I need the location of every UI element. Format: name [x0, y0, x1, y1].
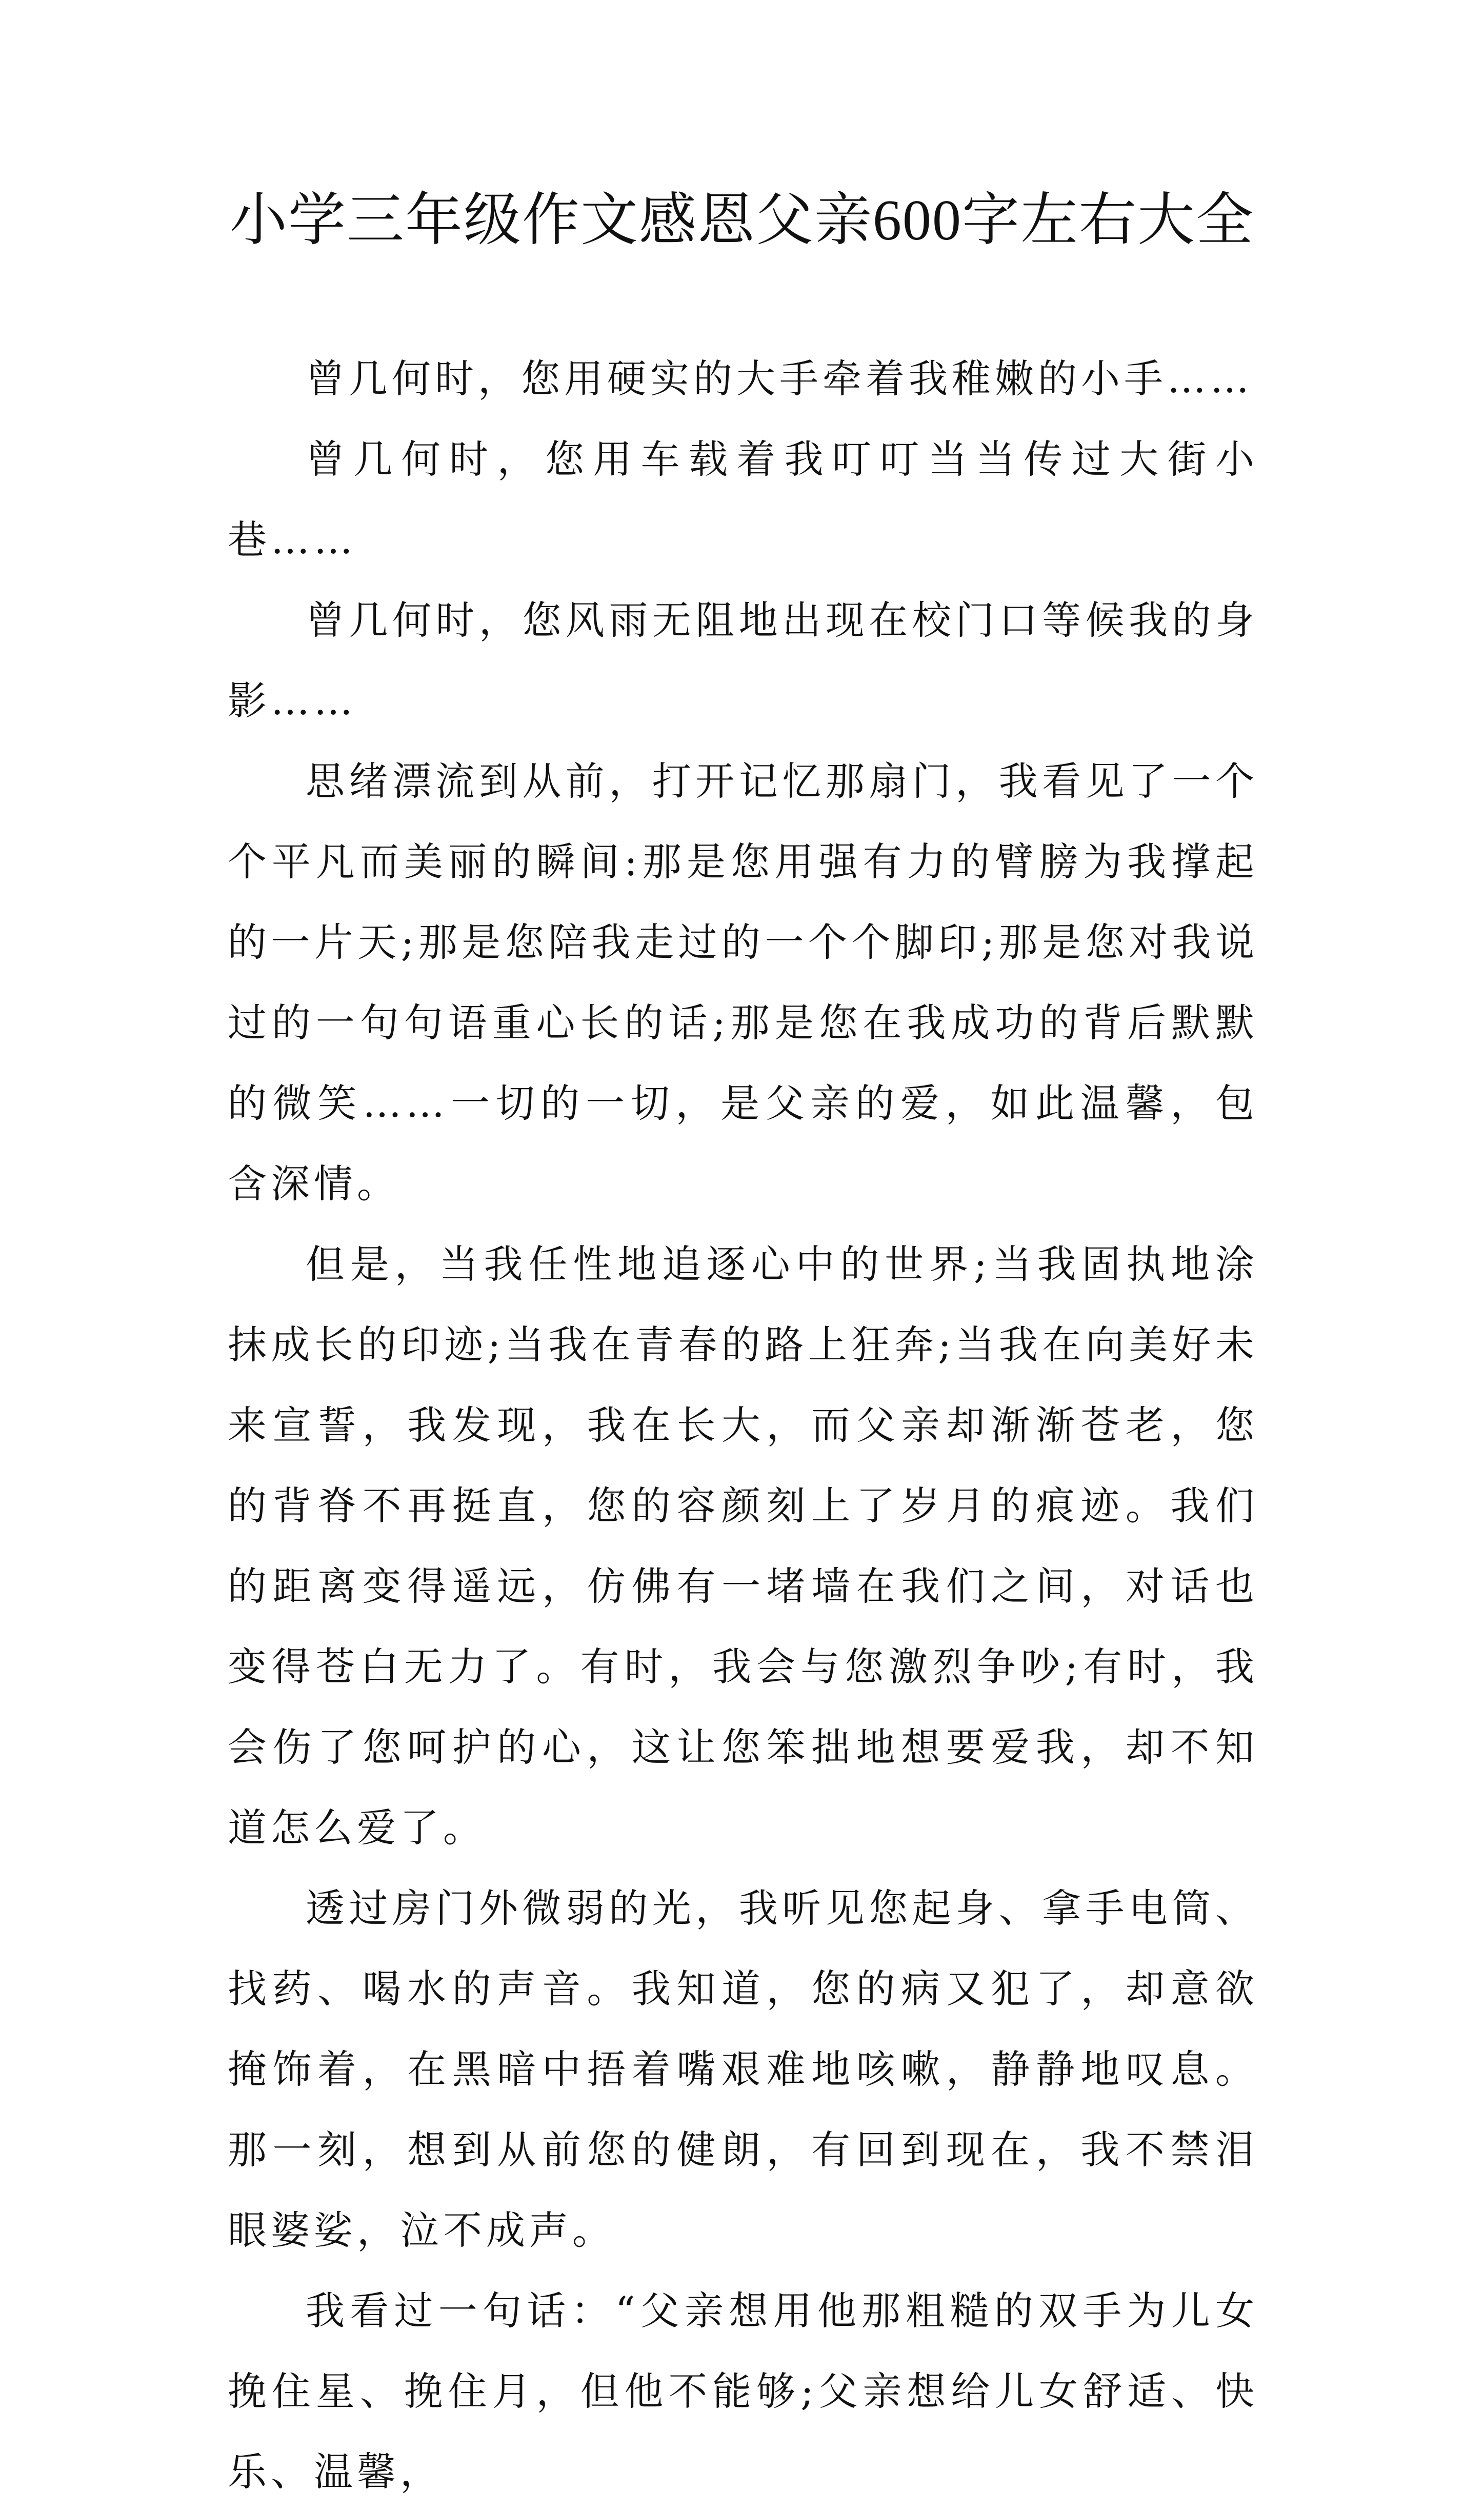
document-title: 小学三年级作文感恩父亲600字左右大全	[230, 189, 1254, 252]
document-body	[228, 338, 1258, 2512]
paragraph-5: 但是，当我任性地追逐心中的世界;当我固执地涂抹成长的印迹;当我在青春的路上狂奔;当我在向美好未来宣誓，我发现，我在长大，而父亲却渐渐苍老，您的背脊不再挺直，您的容颜刻上了岁月的痕迹。我们的距离变得遥远，仿佛有一堵墙在我们之间，对话也变得苍白无力了。有时，我会与您激烈争吵;有时，我会伤了您呵护的心，这让您笨拙地想要爱我，却不知道怎么爱了。	[228, 1241, 1258, 1851]
paragraph-6: 透过房门外微弱的光，我听见您起身、拿手电筒、找药、喝水的声音。我知道，您的病又犯了，却意欲掩饰着，在黑暗中捂着嘴艰难地咳嗽，静静地叹息。那一刻，想到从前您的健朗，有回到现在，我不禁泪眼婆娑，泣不成声。	[228, 1885, 1258, 2253]
paragraph-3: 曾几何时，您风雨无阻地出现在校门口等候我的身影……	[228, 597, 1258, 724]
paragraph-7: 我看过一句话：“父亲想用他那粗糙的双手为儿女挽住星、挽住月，但他不能够;父亲想给儿女舒适、快乐、温馨，	[228, 2288, 1258, 2495]
paragraph-1: 曾几何时，您用硬实的大手牵着我稚嫩的小手……	[306, 356, 1253, 401]
paragraph-2: 曾几何时，您用车载着我叮叮当当传过大街小巷……	[228, 436, 1258, 562]
paragraph-4: 思绪漂流到从前，打开记忆那扇门，我看见了一个个平凡而美丽的瞬间:那是您用强有力的臂膀为我撑起的一片天;那是您陪我走过的一个个脚印;那是您对我说过的一句句语重心长的话;那是您在我成功的背后默默的微笑……一切的一切，是父亲的爱，如此温馨，包含深情。	[228, 758, 1258, 1207]
